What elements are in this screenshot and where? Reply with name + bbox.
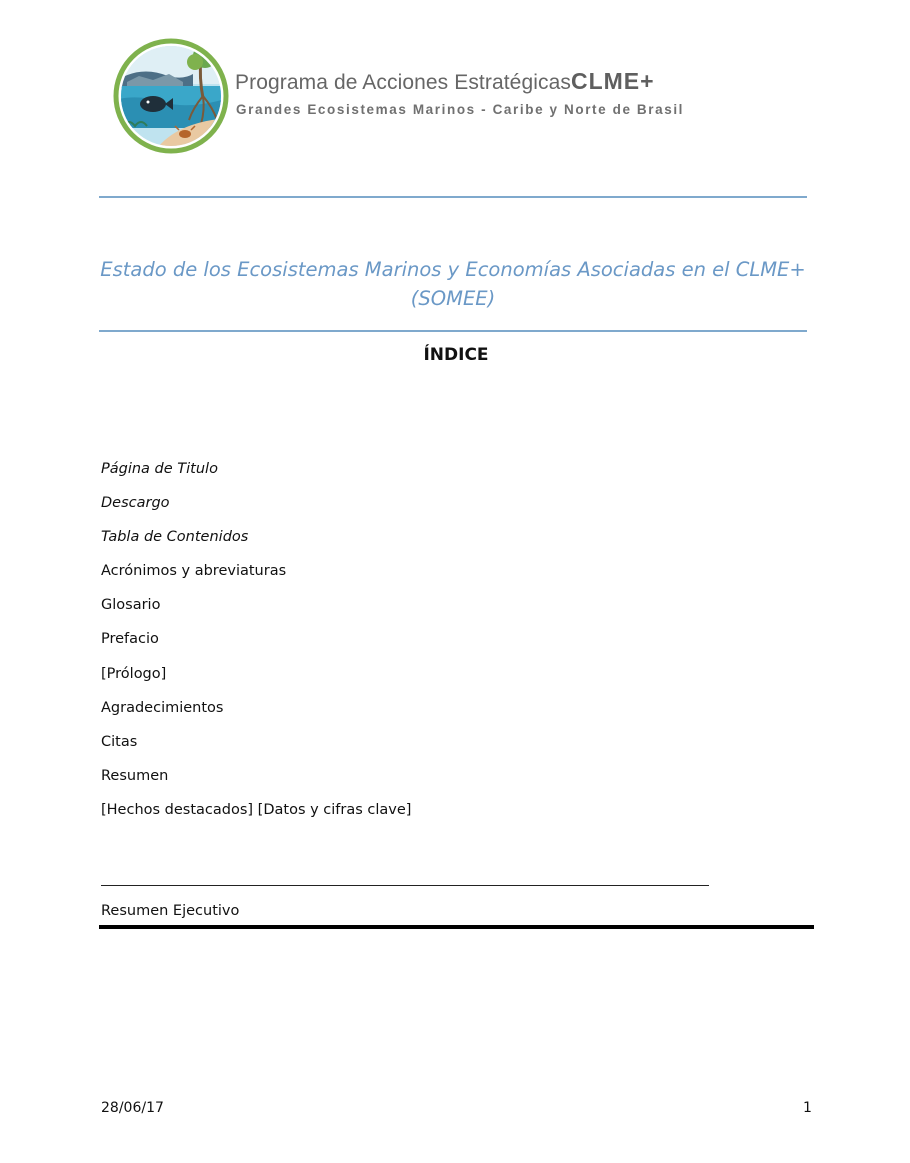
program-title bbox=[235, 68, 655, 95]
toc-item-glossary: Glosario bbox=[101, 597, 161, 614]
document-title bbox=[99, 255, 807, 313]
toc-item-acronyms: Acrónimos y abreviaturas bbox=[101, 563, 287, 580]
toc-item-highlights: [Hechos destacados] [Datos y cifras clave] bbox=[101, 801, 412, 818]
toc-item-foreword: [Prólogo] bbox=[101, 665, 167, 682]
program-title-clme: CLME+ bbox=[570, 68, 655, 94]
program-title-text: Programa de Acciones Estratégicas bbox=[235, 71, 571, 94]
footer-page-number: 1 bbox=[803, 1100, 812, 1116]
program-subtitle: Grandes Ecosistemas Marinos - Caribe y Norte de Brasil bbox=[236, 102, 685, 117]
section-divider-thick bbox=[99, 925, 814, 929]
toc-item-disclaimer: Descargo bbox=[101, 495, 170, 512]
footer-date: 28/06/17 bbox=[101, 1100, 164, 1116]
table-of-contents bbox=[101, 458, 411, 833]
document-title-line2: (SOMEE) bbox=[410, 287, 496, 310]
clme-logo-icon bbox=[113, 38, 229, 154]
document-header bbox=[113, 38, 713, 154]
document-title-line1: Estado de los Ecosistemas Marinos y Economías Asociadas en el CLME+ bbox=[100, 258, 806, 281]
executive-summary-heading: Resumen Ejecutivo bbox=[101, 903, 240, 919]
section-divider-thin bbox=[101, 885, 709, 886]
toc-item-title-page: Página de Titulo bbox=[101, 461, 218, 477]
toc-item-preface: Prefacio bbox=[101, 631, 159, 648]
index-heading: ÍNDICE bbox=[423, 345, 489, 365]
title-divider bbox=[99, 330, 807, 332]
toc-item-acknowledgements: Agradecimientos bbox=[101, 699, 224, 716]
toc-item-summary: Resumen bbox=[101, 767, 169, 784]
toc-item-table-of-contents: Tabla de Contenidos bbox=[101, 529, 249, 546]
header-divider bbox=[99, 196, 807, 198]
toc-item-citations: Citas bbox=[101, 733, 138, 750]
